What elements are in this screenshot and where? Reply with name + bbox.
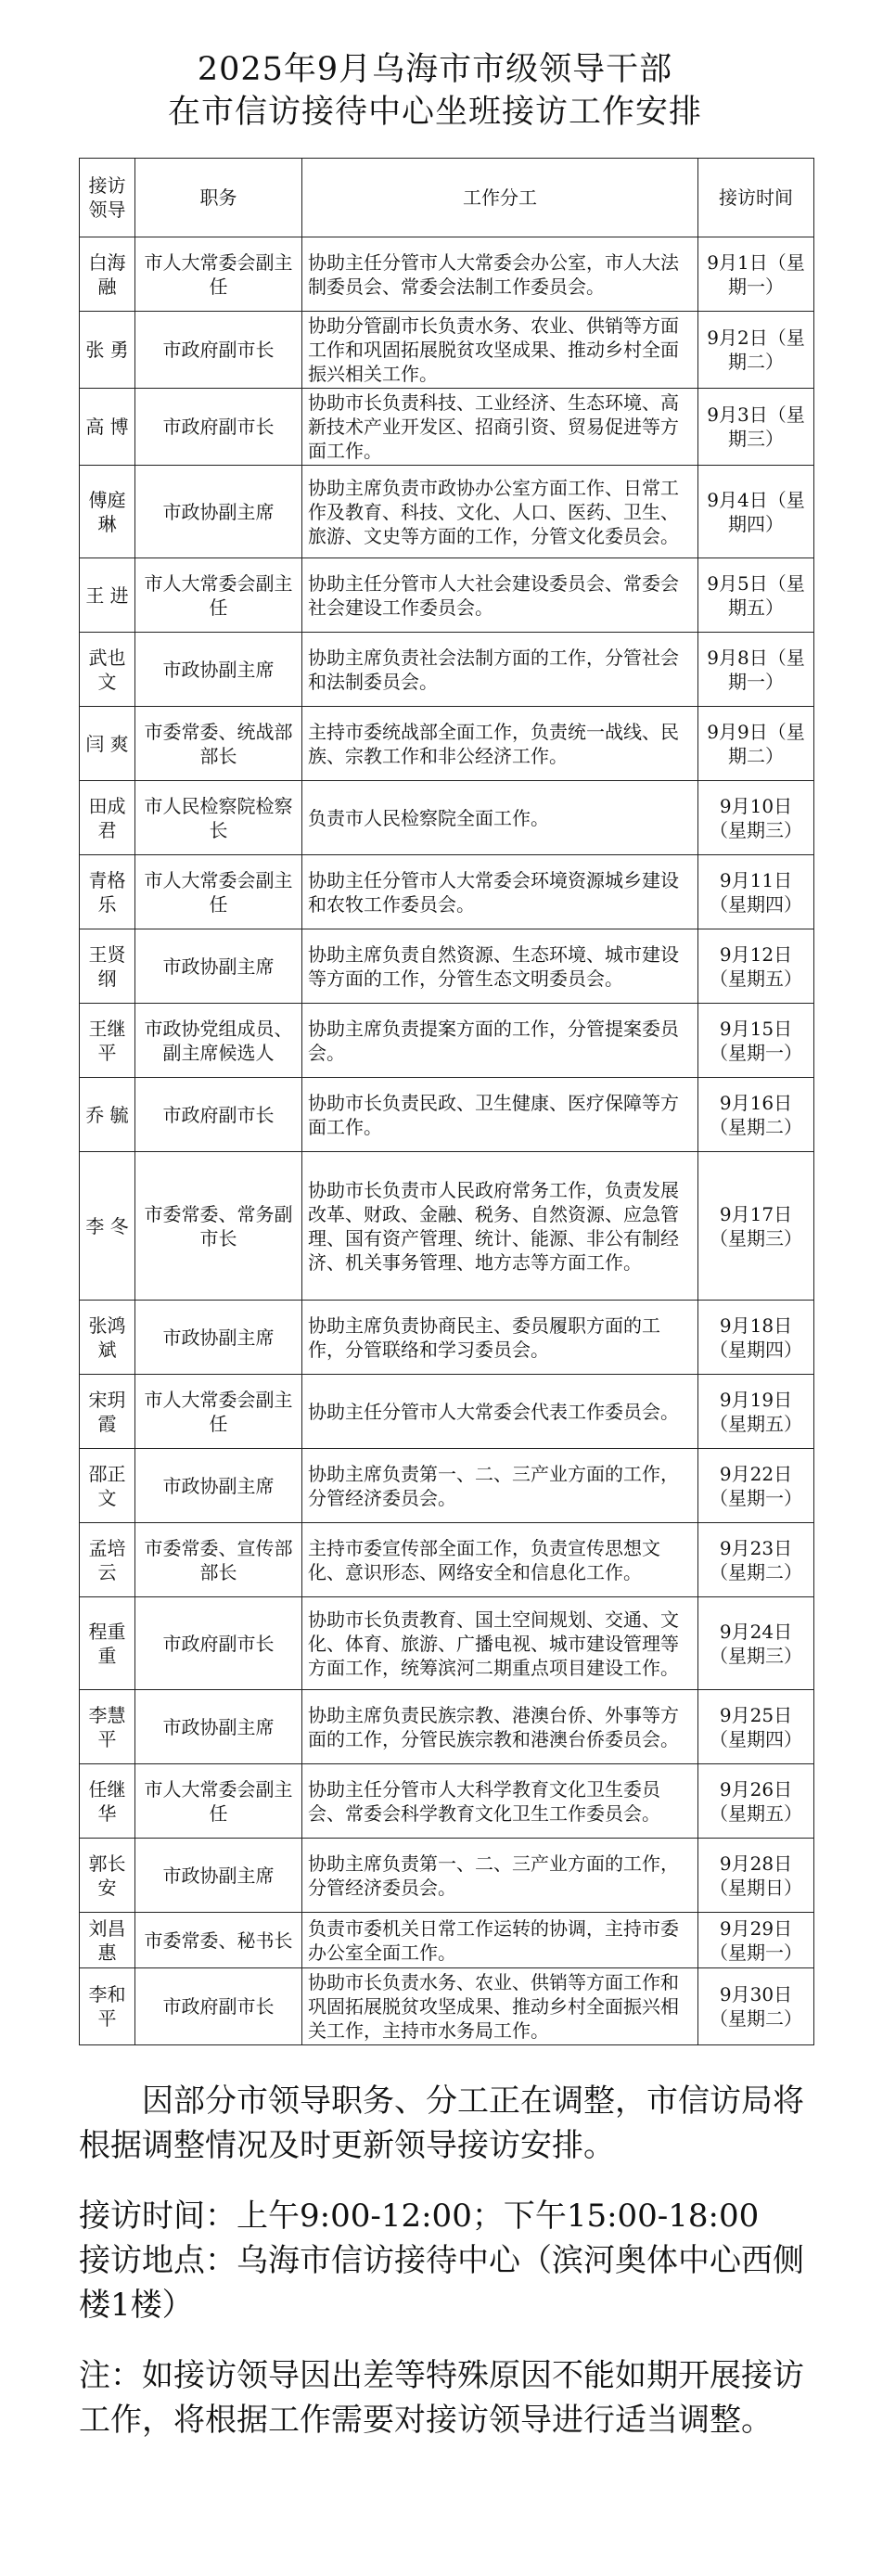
leader-duty: 协助主任分管市人大常委会环境资源城乡建设和农牧工作委员会。 bbox=[302, 855, 698, 929]
leader-position: 市政府副市长 bbox=[135, 389, 302, 466]
leader-duty: 主持市委宣传部全面工作，负责宣传思想文化、意识形态、网络安全和信息化工作。 bbox=[302, 1523, 698, 1597]
table-row bbox=[80, 1301, 814, 1375]
leader-duty: 主持市委统战部全面工作，负责统一战线、民族、宗教工作和非公经济工作。 bbox=[302, 707, 698, 781]
page-title-line-2: 在市信访接待中心坐班接访工作安排 bbox=[167, 94, 702, 131]
leader-duty: 协助市长负责市人民政府常务工作，负责发展改革、财政、金融、税务、自然资源、应急管理、国有资产管理、统计、能源、非公有制经济、机关事务管理、地方志等方面工作。 bbox=[302, 1152, 698, 1301]
leader-duty: 协助市长负责科技、工业经济、生态环境、高新技术产业开发区、招商引资、贸易促进等方面工作。 bbox=[302, 389, 698, 466]
leader-position: 市人民检察院检察长 bbox=[135, 781, 302, 855]
leader-position: 市人大常委会副主任 bbox=[135, 237, 302, 312]
adjustment-notice: 因部分市领导职务、分工正在调整，市信访局将根据调整情况及时更新领导接访安排。 bbox=[79, 2083, 804, 2164]
leader-duty: 协助主任分管市人大科学教育文化卫生委员会、常委会科学教育文化卫生工作委员会。 bbox=[302, 1764, 698, 1839]
table-row bbox=[80, 1968, 814, 2045]
leader-name: 任继华 bbox=[80, 1764, 135, 1839]
table-row bbox=[80, 1004, 814, 1078]
table-row bbox=[80, 1449, 814, 1523]
reception-date: 9月24日（星期三） bbox=[698, 1597, 814, 1690]
leader-name: 刘昌惠 bbox=[80, 1913, 135, 1968]
table-row bbox=[80, 466, 814, 558]
leader-duty: 协助主任分管市人大常委会办公室，市人大法制委员会、常委会法制工作委员会。 bbox=[302, 237, 698, 312]
leader-duty: 协助分管副市长负责水务、农业、供销等方面工作和巩固拓展脱贫攻坚成果、推动乡村全面振兴相关工作。 bbox=[302, 312, 698, 389]
reception-date: 9月9日（星期二） bbox=[698, 707, 814, 781]
leader-duty: 协助主席负责提案方面的工作，分管提案委员会。 bbox=[302, 1004, 698, 1078]
leader-duty: 协助主席负责社会法制方面的工作，分管社会和法制委员会。 bbox=[302, 633, 698, 707]
leader-position: 市政府副市长 bbox=[135, 312, 302, 389]
leader-position: 市政府副市长 bbox=[135, 1078, 302, 1152]
reception-date: 9月28日（星期日） bbox=[698, 1839, 814, 1913]
leader-name: 王继平 bbox=[80, 1004, 135, 1078]
table-row bbox=[80, 1690, 814, 1764]
reception-date: 9月23日（星期二） bbox=[698, 1523, 814, 1597]
leader-position: 市政协副主席 bbox=[135, 1301, 302, 1375]
leader-name: 武也文 bbox=[80, 633, 135, 707]
leader-name: 乔 毓 bbox=[80, 1078, 135, 1152]
leader-duty: 协助主席负责第一、二、三产业方面的工作，分管经济委员会。 bbox=[302, 1449, 698, 1523]
leader-position: 市政协副主席 bbox=[135, 1839, 302, 1913]
reception-date: 9月15日（星期一） bbox=[698, 1004, 814, 1078]
leader-position: 市委常委、统战部部长 bbox=[135, 707, 302, 781]
reception-date: 9月30日（星期二） bbox=[698, 1968, 814, 2045]
table-row bbox=[80, 558, 814, 633]
leader-position: 市人大常委会副主任 bbox=[135, 855, 302, 929]
leader-duty: 协助主任分管市人大社会建设委员会、常委会社会建设工作委员会。 bbox=[302, 558, 698, 633]
leader-duty: 负责市人民检察院全面工作。 bbox=[302, 781, 698, 855]
table-row bbox=[80, 1913, 814, 1968]
adjustment-note: 注：如接访领导因出差等特殊原因不能如期开展接访工作，将根据工作需要对接访领导进行适当调整。 bbox=[79, 2357, 804, 2439]
table-row bbox=[80, 312, 814, 389]
leader-name: 傅庭琳 bbox=[80, 466, 135, 558]
header-duty: 工作分工 bbox=[302, 159, 698, 237]
leader-duty: 协助主席负责自然资源、生态环境、城市建设等方面的工作，分管生态文明委员会。 bbox=[302, 929, 698, 1004]
reception-date: 9月8日（星期一） bbox=[698, 633, 814, 707]
leader-name: 程重重 bbox=[80, 1597, 135, 1690]
header-time: 接访时间 bbox=[698, 159, 814, 237]
leader-name: 李慧平 bbox=[80, 1690, 135, 1764]
table-row bbox=[80, 929, 814, 1004]
leader-name: 田成君 bbox=[80, 781, 135, 855]
notes-section bbox=[79, 2079, 821, 2442]
leader-duty: 协助主席负责市政协办公室方面工作、日常工作及教育、科技、文化、人口、医药、卫生、旅游、文史等方面的工作，分管文化委员会。 bbox=[302, 466, 698, 558]
table-row bbox=[80, 1839, 814, 1913]
table-row bbox=[80, 781, 814, 855]
reception-date: 9月10日（星期三） bbox=[698, 781, 814, 855]
header-leader: 接访领导 bbox=[80, 159, 135, 237]
reception-date: 9月25日（星期四） bbox=[698, 1690, 814, 1764]
reception-date: 9月2日（星期二） bbox=[698, 312, 814, 389]
page-title-line-1: 2025年9月乌海市市级领导干部 bbox=[197, 51, 673, 88]
leader-position: 市政协副主席 bbox=[135, 1449, 302, 1523]
reception-location: 接访地点：乌海市信访接待中心（滨河奥体中心西侧楼1楼） bbox=[79, 2242, 804, 2324]
leader-position: 市政协副主席 bbox=[135, 1690, 302, 1764]
leader-duty: 协助主席负责第一、二、三产业方面的工作，分管经济委员会。 bbox=[302, 1839, 698, 1913]
table-row bbox=[80, 633, 814, 707]
leader-name: 闫 爽 bbox=[80, 707, 135, 781]
leader-name: 王 进 bbox=[80, 558, 135, 633]
table-row bbox=[80, 237, 814, 312]
leader-position: 市政协党组成员、副主席候选人 bbox=[135, 1004, 302, 1078]
leader-position: 市委常委、宣传部部长 bbox=[135, 1523, 302, 1597]
leader-name: 郭长安 bbox=[80, 1839, 135, 1913]
reception-date: 9月18日（星期四） bbox=[698, 1301, 814, 1375]
reception-date: 9月16日（星期二） bbox=[698, 1078, 814, 1152]
reception-date: 9月17日（星期三） bbox=[698, 1152, 814, 1301]
reception-date: 9月4日（星期四） bbox=[698, 466, 814, 558]
reception-date: 9月12日（星期五） bbox=[698, 929, 814, 1004]
leader-duty: 协助市长负责民政、卫生健康、医疗保障等方面工作。 bbox=[302, 1078, 698, 1152]
table-row bbox=[80, 1375, 814, 1449]
leader-name: 宋玥霞 bbox=[80, 1375, 135, 1449]
leader-name: 高 博 bbox=[80, 389, 135, 466]
table-row bbox=[80, 1078, 814, 1152]
reception-date: 9月26日（星期五） bbox=[698, 1764, 814, 1839]
leader-position: 市人大常委会副主任 bbox=[135, 558, 302, 633]
leader-name: 王贤纲 bbox=[80, 929, 135, 1004]
leader-duty: 协助主任分管市人大常委会代表工作委员会。 bbox=[302, 1375, 698, 1449]
schedule-table bbox=[79, 158, 814, 2045]
table-row bbox=[80, 855, 814, 929]
reception-date: 9月5日（星期五） bbox=[698, 558, 814, 633]
leader-name: 李和平 bbox=[80, 1968, 135, 2045]
leader-position: 市人大常委会副主任 bbox=[135, 1375, 302, 1449]
leader-position: 市政协副主席 bbox=[135, 466, 302, 558]
leader-position: 市委常委、秘书长 bbox=[135, 1913, 302, 1968]
table-header-row bbox=[80, 159, 814, 237]
leader-position: 市政府副市长 bbox=[135, 1968, 302, 2045]
leader-position: 市政协副主席 bbox=[135, 633, 302, 707]
leader-name: 白海融 bbox=[80, 237, 135, 312]
leader-duty: 协助主席负责民族宗教、港澳台侨、外事等方面的工作，分管民族宗教和港澳台侨委员会。 bbox=[302, 1690, 698, 1764]
reception-date: 9月1日（星期一） bbox=[698, 237, 814, 312]
leader-position: 市政府副市长 bbox=[135, 1597, 302, 1690]
header-position: 职务 bbox=[135, 159, 302, 237]
leader-name: 青格乐 bbox=[80, 855, 135, 929]
reception-date: 9月3日（星期三） bbox=[698, 389, 814, 466]
table-row bbox=[80, 1764, 814, 1839]
leader-position: 市委常委、常务副市长 bbox=[135, 1152, 302, 1301]
table-row bbox=[80, 707, 814, 781]
leader-name: 张 勇 bbox=[80, 312, 135, 389]
leader-name: 李 冬 bbox=[80, 1152, 135, 1301]
leader-duty: 协助主席负责协商民主、委员履职方面的工作，分管联络和学习委员会。 bbox=[302, 1301, 698, 1375]
reception-hours: 接访时间：上午9:00-12:00；下午15:00-18:00 bbox=[79, 2198, 760, 2235]
table-row bbox=[80, 1152, 814, 1301]
table-body bbox=[80, 237, 814, 2045]
table-row bbox=[80, 389, 814, 466]
leader-name: 张鸿斌 bbox=[80, 1301, 135, 1375]
table-row bbox=[80, 1597, 814, 1690]
leader-duty: 协助市长负责教育、国土空间规划、交通、文化、体育、旅游、广播电视、城市建设管理等方面工作，统筹滨河二期重点项目建设工作。 bbox=[302, 1597, 698, 1690]
leader-duty: 协助市长负责水务、农业、供销等方面工作和巩固拓展脱贫攻坚成果、推动乡村全面振兴相关工作，主持市水务局工作。 bbox=[302, 1968, 698, 2045]
leader-position: 市人大常委会副主任 bbox=[135, 1764, 302, 1839]
reception-date: 9月29日（星期一） bbox=[698, 1913, 814, 1968]
reception-date: 9月22日（星期一） bbox=[698, 1449, 814, 1523]
leader-name: 孟培云 bbox=[80, 1523, 135, 1597]
leader-position: 市政协副主席 bbox=[135, 929, 302, 1004]
leader-name: 邵正文 bbox=[80, 1449, 135, 1523]
reception-date: 9月19日（星期五） bbox=[698, 1375, 814, 1449]
table-row bbox=[80, 1523, 814, 1597]
leader-duty: 负责市委机关日常工作运转的协调，主持市委办公室全面工作。 bbox=[302, 1913, 698, 1968]
reception-date: 9月11日（星期四） bbox=[698, 855, 814, 929]
